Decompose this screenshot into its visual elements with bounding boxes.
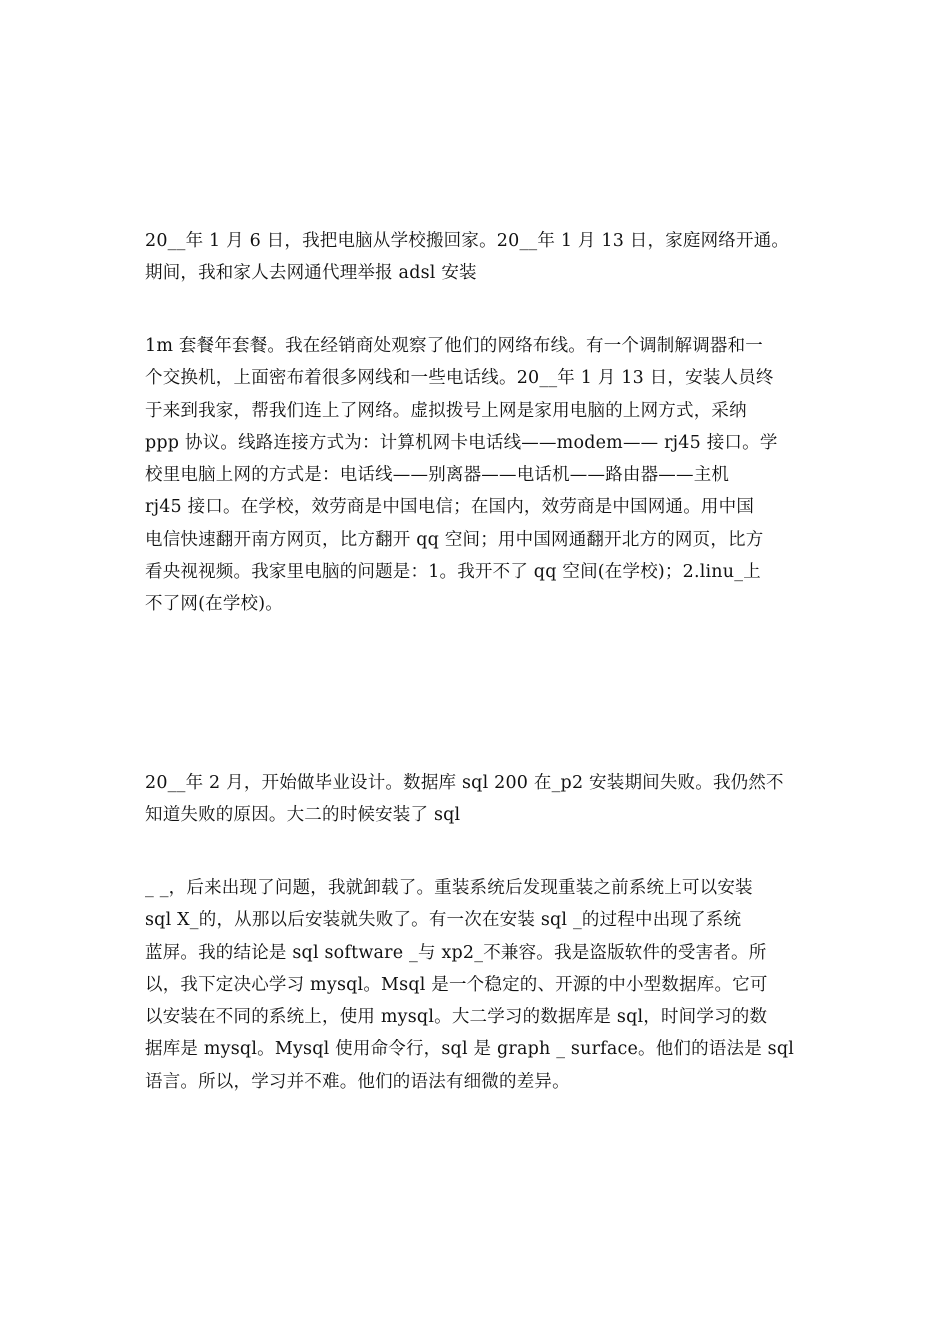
text-line: 据库是 mysql。Mysql 使用命令行，sql 是 graph _ surface。他们的语法是 sql [145,1039,795,1060]
text-line: rj45 接口。在学校，效劳商是中国电信；在国内，效劳商是中国网通。用中国 [145,497,755,518]
text-line: ppp 协议。线路连接方式为：计算机网卡电话线——modem—— rj45 接口。学 [145,432,778,453]
text-line: sql X_的，从那以后安装就失败了。有一次在安装 sql _的过程中出现了系统 [145,910,742,931]
text-line: _ _，后来出现了问题，我就卸载了。重装系统后发现重装之前系统上可以安装 [145,878,753,898]
text-line: 1m 套餐年套餐。我在经销商处观察了他们的网络布线。有一个调制解调器和一 [145,336,763,356]
paragraph-network-setup [145,330,807,621]
paragraph-home-network [145,225,807,290]
text-line: 20__年 1 月 6 日，我把电脑从学校搬回家。20__年 1 月 13 日，家庭网络开通。 [145,231,790,251]
text-line: 校里电脑上网的方式是：电话线——别离器——电话机——路由器——主机 [145,465,730,486]
paragraph-graduation-design [145,767,807,832]
text-line: 知道失败的原因。大二的时候安装了 sql [145,805,461,826]
paragraph-database-learning [145,872,807,1098]
text-line: 看央视视频。我家里电脑的问题是：1。我开不了 qq 空间(在学校)；2.linu_上 [145,562,761,583]
text-line: 以安装在不同的系统上，使用 mysql。大二学习的数据库是 sql，时间学习的数 [145,1007,768,1028]
text-line: 个交换机，上面密布着很多网线和一些电话线。20__年 1 月 13 日，安装人员终 [145,368,774,389]
text-line: 蓝屏。我的结论是 sql software _与 xp2_不兼容。我是盗版软件的受害者。所 [145,942,767,963]
text-line: 不了网(在学校)。 [145,594,283,615]
text-line: 期间，我和家人去网通代理举报 adsl 安装 [145,263,477,284]
text-line: 语言。所以，学习并不难。他们的语法有细微的差异。 [145,1071,570,1092]
text-line: 电信快速翻开南方网页，比方翻开 qq 空间；用中国网通翻开北方的网页，比方 [145,529,764,550]
text-line: 于来到我家，帮我们连上了网络。虚拟拨号上网是家用电脑的上网方式，采纳 [145,400,747,421]
text-line: 20__年 2 月，开始做毕业设计。数据库 sql 200 在_p2 安装期间失败。我仍然不 [145,773,784,793]
text-line: 以，我下定决心学习 mysql。Msql 是一个稳定的、开源的中小型数据库。它可 [145,974,768,995]
